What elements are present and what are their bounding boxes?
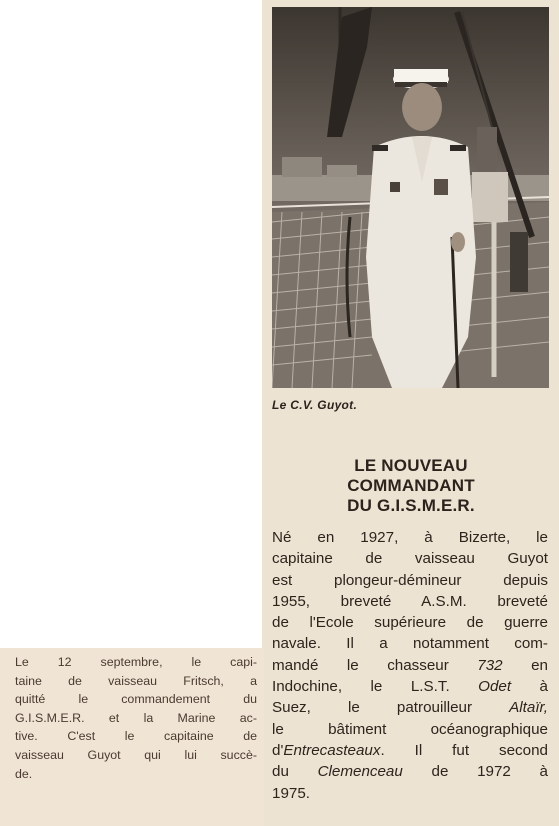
headline-line: DU G.I.S.M.E.R. — [347, 496, 475, 515]
sidebar-line: de. — [15, 766, 33, 781]
article-headline — [266, 456, 556, 516]
portrait-photo — [272, 7, 549, 388]
body-line: est plongeur-démineur depuis — [272, 571, 548, 589]
body-line: d'Entrecasteaux. Il fut second — [272, 741, 548, 759]
body-line: Indochine, le L.S.T. Odet à — [272, 678, 548, 696]
body-line: Né en 1927, à Bizerte, le — [272, 529, 548, 546]
body-line: 1955, breveté A.S.M. breveté — [272, 592, 548, 610]
body-line: mandé le chasseur 732 en — [272, 656, 548, 674]
body-line: de l'Ecole supérieure de guerre — [272, 614, 548, 632]
photo-caption: Le C.V. Guyot. — [272, 398, 358, 412]
sidebar-line: Le 12 septembre, le capi- — [15, 655, 257, 669]
sidebar-line: quitté le commandement du — [15, 692, 257, 707]
body-line: capitaine de vaisseau Guyot — [272, 550, 548, 568]
article-body — [272, 527, 548, 804]
headline-line: COMMANDANT — [347, 476, 475, 495]
body-line: du Clemenceau de 1972 à — [272, 763, 548, 781]
body-line: le bâtiment océanographique — [272, 720, 548, 738]
sidebar-line: G.I.S.M.E.R. et la Marine ac- — [15, 710, 257, 725]
body-line: 1975. — [272, 784, 311, 802]
body-line: navale. Il a notamment com- — [272, 635, 548, 653]
headline-line: LE NOUVEAU — [354, 456, 468, 475]
body-line: Suez, le patrouilleur Altaïr, — [272, 699, 548, 717]
sidebar-line: tive. C'est le capitaine de — [15, 729, 257, 744]
sidebar-text — [15, 653, 257, 783]
sidebar-line: vaisseau Guyot qui lui succè- — [15, 747, 257, 762]
sidebar-line: taine de vaisseau Fritsch, a — [15, 673, 257, 688]
